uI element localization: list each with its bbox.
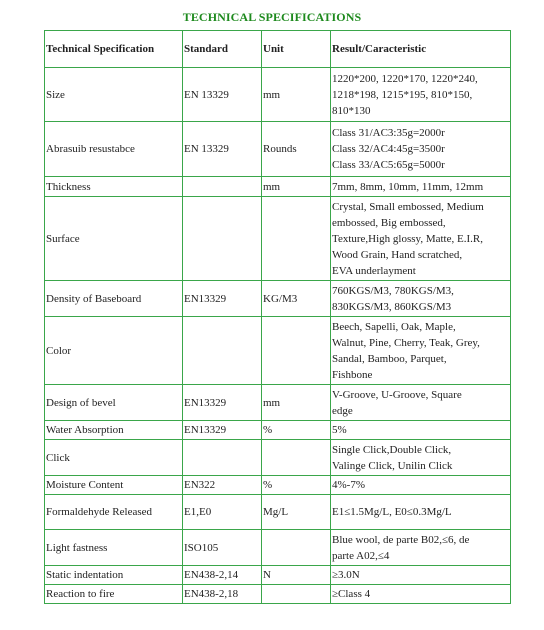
table-row [45,421,511,440]
standard-cell [183,177,262,197]
table-row [45,440,511,476]
unit-cell: KG/M3 [262,281,331,317]
spec-cell: Design of bevel [45,385,183,421]
unit-cell: N [262,566,331,585]
result-cell: V-Groove, U-Groove, Square edge [331,385,511,421]
unit-cell [262,317,331,385]
result-cell: Class 31/AC3:35g=2000r Class 32/AC4:45g=3500r Class 33/AC5:65g=5000r [331,122,511,177]
result-cell: 7mm, 8mm, 10mm, 11mm, 12mm [331,177,511,197]
standard-cell: EN13329 [183,281,262,317]
unit-cell: mm [262,68,331,122]
table-row [45,68,511,122]
unit-cell [262,197,331,281]
standard-cell [183,317,262,385]
spec-cell: Abrasuib resustabce [45,122,183,177]
table-row [45,476,511,495]
unit-cell: Rounds [262,122,331,177]
result-cell: 4%-7% [331,476,511,495]
result-cell: E1≤1.5Mg/L, E0≤0.3Mg/L [331,495,511,530]
standard-cell [183,197,262,281]
result-cell: Blue wool, de parte B02,≤6, de parte A02,≤4 [331,530,511,566]
spec-cell: Static indentation [45,566,183,585]
standard-cell [183,440,262,476]
unit-cell [262,440,331,476]
unit-cell: Mg/L [262,495,331,530]
table-row [45,122,511,177]
standard-cell: EN438-2,14 [183,566,262,585]
spec-cell: Thickness [45,177,183,197]
standard-cell: EN322 [183,476,262,495]
table-header-row [45,31,511,68]
standard-cell: EN 13329 [183,122,262,177]
spec-cell: Reaction to fire [45,585,183,604]
standard-cell: EN13329 [183,421,262,440]
standard-cell: EN13329 [183,385,262,421]
column-header-unit: Unit [262,31,331,68]
spec-cell: Moisture Content [45,476,183,495]
column-header-specification: Technical Specification [45,31,183,68]
result-cell: ≥3.0N [331,566,511,585]
result-cell: Crystal, Small embossed, Medium embossed, Big embossed, Texture,High glossy, Matte, E.I.R, Wood Grain, Hand scratched, EVA underlayment [331,197,511,281]
standard-cell: E1,E0 [183,495,262,530]
column-header-result: Result/Caracteristic [331,31,511,68]
unit-cell: % [262,421,331,440]
result-cell: ≥Class 4 [331,585,511,604]
spec-cell: Formaldehyde Released [45,495,183,530]
unit-cell: mm [262,385,331,421]
spec-cell: Size [45,68,183,122]
result-cell: Beech, Sapelli, Oak, Maple, Walnut, Pine, Cherry, Teak, Grey, Sandal, Bamboo, Parquet, Fishbone [331,317,511,385]
table-row [45,177,511,197]
table-row [45,530,511,566]
spec-cell: Light fastness [45,530,183,566]
table-row [45,495,511,530]
result-cell: 1220*200, 1220*170, 1220*240, 1218*198, 1215*195, 810*150, 810*130 [331,68,511,122]
unit-cell [262,530,331,566]
column-header-standard: Standard [183,31,262,68]
standard-cell: EN 13329 [183,68,262,122]
table-row [45,281,511,317]
specifications-table [44,30,511,604]
unit-cell [262,585,331,604]
table-row [45,317,511,385]
page-title: TECHNICAL SPECIFICATIONS [182,10,362,24]
standard-cell: ISO105 [183,530,262,566]
result-cell: 760KGS/M3, 780KGS/M3, 830KGS/M3, 860KGS/M3 [331,281,511,317]
result-cell: Single Click,Double Click, Valinge Click, Unilin Click [331,440,511,476]
table-row [45,197,511,281]
spec-cell: Water Absorption [45,421,183,440]
spec-cell: Color [45,317,183,385]
table-row [45,585,511,604]
unit-cell: mm [262,177,331,197]
spec-cell: Density of Baseboard [45,281,183,317]
table-row [45,385,511,421]
standard-cell: EN438-2,18 [183,585,262,604]
spec-cell: Surface [45,197,183,281]
result-cell: 5% [331,421,511,440]
unit-cell: % [262,476,331,495]
table-row [45,566,511,585]
spec-cell: Click [45,440,183,476]
